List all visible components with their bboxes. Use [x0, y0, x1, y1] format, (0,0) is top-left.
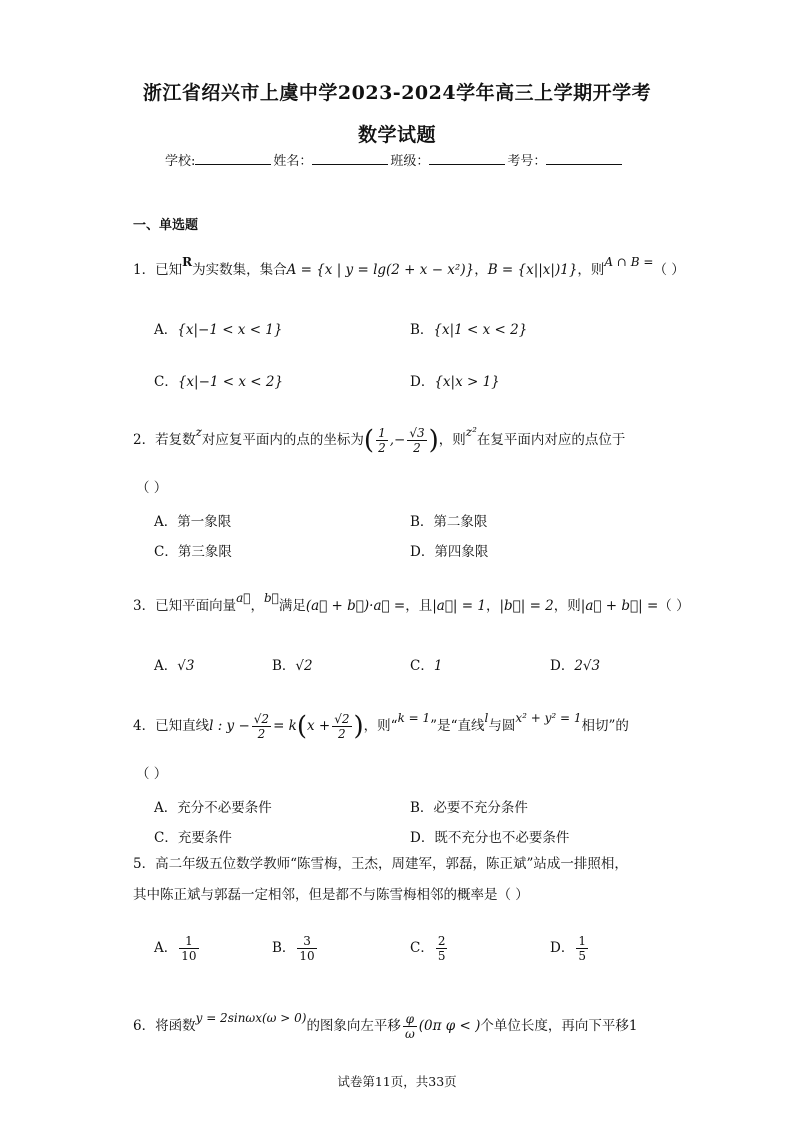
- q2-option-a[interactable]: A．第一象限: [154, 514, 232, 530]
- q1-answer-paren: （ ）: [653, 262, 685, 278]
- q2-answer-paren: （ ）: [136, 480, 168, 496]
- q3-option-d[interactable]: D．2√3: [550, 658, 601, 674]
- q2-option-c[interactable]: C．第三象限: [154, 544, 232, 560]
- q4-option-b[interactable]: B．必要不充分条件: [410, 800, 528, 816]
- q5-option-d[interactable]: D． $\frac{1}{5}$: [550, 934, 586, 963]
- name-label: 姓名：: [273, 154, 313, 169]
- q1-prefix: 1．已知: [133, 262, 183, 278]
- q3-option-b[interactable]: B．√2: [272, 658, 313, 674]
- q1-then: ，则: [577, 262, 605, 278]
- exam-number-field[interactable]: [546, 152, 622, 165]
- q3-option-a[interactable]: A．√3: [154, 658, 195, 674]
- question-5-line-1: 5．高二年级五位数学教师“陈雪梅，王杰，周建军，郭磊，陈正斌”站成一排照相，: [133, 856, 628, 872]
- q1-option-c[interactable]: C．{x|−1 < x < 2}: [154, 374, 284, 390]
- q5-option-a[interactable]: A． $\frac{1}{10}$: [154, 934, 197, 963]
- question-6: 6．将函数y = 2sinωx(ω > 0)的图象向左平移 $\frac{\varphi}{\omega}$ (0π φ < )个单位长度，再向下平移1: [133, 1011, 638, 1041]
- q1-expression: A ∩ B =: [604, 255, 654, 269]
- q2-option-b[interactable]: B．第二象限: [410, 514, 488, 530]
- student-info-line: [165, 150, 624, 169]
- q4-option-d[interactable]: D．既不充分也不必要条件: [410, 830, 570, 846]
- school-field[interactable]: [195, 152, 271, 165]
- q4-answer-paren: （ ）: [136, 766, 168, 782]
- q1-option-b[interactable]: B．{x|1 < x < 2}: [410, 322, 528, 338]
- q1-R-symbol: R: [182, 255, 193, 269]
- exam-title: 浙江省绍兴市上虞中学2023-2024学年高三上学期开学考: [142, 82, 652, 104]
- school-label: 学校:: [165, 154, 196, 169]
- q1-text: 为实数集，集合: [192, 262, 287, 278]
- exam-subtitle: 数学试题: [357, 124, 436, 146]
- q5-option-b[interactable]: B． $\frac{3}{10}$: [272, 934, 315, 963]
- question-4: 4．已知直线l : y − $\frac{√2}{2}$ = k(x + $\frac{√2}{2}$ )，则“k = 1”是“直线l与圆x² + y² = 1相切”的: [133, 711, 629, 742]
- page-footer: 试卷第11页，共33页: [337, 1074, 457, 1089]
- q4-option-c[interactable]: C．充要条件: [154, 830, 232, 846]
- q1-option-a[interactable]: A．{x|−1 < x < 1}: [154, 322, 283, 338]
- class-field[interactable]: [429, 152, 505, 165]
- q1-set-b: B = {x||x|)1}: [487, 262, 578, 278]
- class-label: 班级：: [390, 154, 430, 169]
- question-3: 3．已知平面向量a⃗，b⃗满足(a⃗ + b⃗)·a⃗ =，且|a⃗| = 1，|b⃗| = 2，则|a⃗ + b⃗| =（ ）: [133, 591, 690, 614]
- name-field[interactable]: [312, 152, 388, 165]
- q4-option-a[interactable]: A．充分不必要条件: [154, 800, 272, 816]
- question-1: [133, 252, 685, 280]
- q2-option-d[interactable]: D．第四象限: [410, 544, 489, 560]
- section-heading: 一、单选题: [133, 218, 199, 233]
- exam-number-label: 考号：: [507, 154, 547, 169]
- q3-option-c[interactable]: C．1: [410, 658, 443, 674]
- question-2: 2．若复数z对应复平面内的点的坐标为( $\frac{1}{2}$ ,− $\frac{√3}{2}$ )，则z²在复平面内对应的点位于: [133, 425, 626, 456]
- q1-comma: ，: [474, 262, 488, 278]
- q1-set-a: A = {x | y = lg(2 + x − x²)}: [286, 262, 475, 278]
- question-5-line-2: 其中陈正斌与郭磊一定相邻，但是都不与陈雪梅相邻的概率是（ ）: [133, 887, 529, 903]
- q1-option-d[interactable]: D．{x|x > 1}: [410, 374, 500, 390]
- q5-option-c[interactable]: C． $\frac{2}{5}$: [410, 934, 446, 963]
